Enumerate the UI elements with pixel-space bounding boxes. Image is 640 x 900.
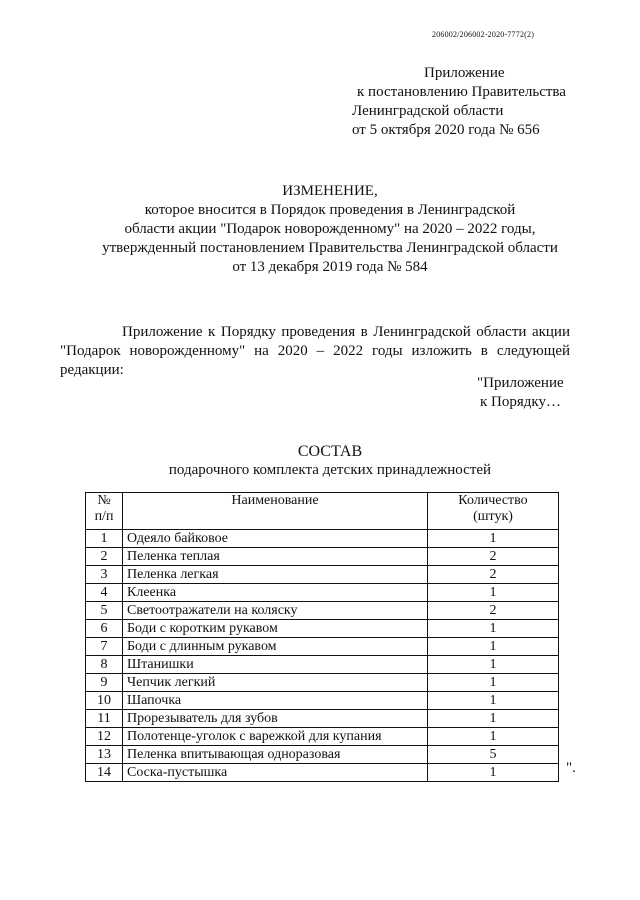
row-number: 11 (86, 710, 123, 728)
heading-line: утвержденный постановлением Правительства Ленинградской области (102, 240, 558, 256)
row-name: Боди с коротким рукавом (123, 620, 428, 638)
header-quantity (428, 493, 559, 530)
row-name: Боди с длинным рукавом (123, 638, 428, 656)
row-name: Пеленка теплая (123, 548, 428, 566)
header-number-line2: п/п (94, 509, 114, 524)
row-name: Полотенце-уголок с варежкой для купания (123, 728, 428, 746)
row-name: Светоотражатели на коляску (123, 602, 428, 620)
row-number: 9 (86, 674, 123, 692)
heading-line: которое вносится в Порядок проведения в Ленинградской (144, 202, 516, 218)
table-row (86, 710, 559, 728)
row-number: 12 (86, 728, 123, 746)
row-number: 4 (86, 584, 123, 602)
row-name: Клеенка (123, 584, 428, 602)
row-name: Шапочка (123, 692, 428, 710)
row-name: Прорезыватель для зубов (123, 710, 428, 728)
row-number: 10 (86, 692, 123, 710)
row-name: Пеленка впитывающая одноразовая (123, 746, 428, 764)
composition-heading (60, 442, 600, 480)
closing-quote-mark: ". (566, 760, 576, 776)
quote-line: к Порядку… (480, 394, 561, 410)
row-number: 1 (86, 530, 123, 548)
composition-title: СОСТАВ (297, 443, 363, 460)
table-header-row (86, 493, 559, 530)
table-row (86, 674, 559, 692)
row-number: 8 (86, 656, 123, 674)
row-quantity: 1 (428, 656, 559, 674)
table-row (86, 620, 559, 638)
table-row (86, 584, 559, 602)
table-row (86, 746, 559, 764)
table-row (86, 548, 559, 566)
document-number: 206002/206002-2020-7772(2) (432, 30, 535, 39)
row-name: Чепчик легкий (123, 674, 428, 692)
approval-line: Ленинградской области (352, 103, 504, 119)
table-row (86, 638, 559, 656)
table-row (86, 566, 559, 584)
table-row (86, 656, 559, 674)
table-row (86, 530, 559, 548)
row-number: 13 (86, 746, 123, 764)
row-number: 5 (86, 602, 123, 620)
row-quantity: 1 (428, 674, 559, 692)
header-quantity-line2: (штук) (473, 509, 513, 524)
row-quantity: 1 (428, 638, 559, 656)
row-quantity: 1 (428, 620, 559, 638)
row-number: 3 (86, 566, 123, 584)
row-number: 2 (86, 548, 123, 566)
table-row (86, 692, 559, 710)
document-heading (60, 182, 600, 277)
row-name: Штанишки (123, 656, 428, 674)
heading-line: от 13 декабря 2019 года № 584 (232, 259, 428, 275)
row-quantity: 2 (428, 566, 559, 584)
header-name-text: Наименование (231, 493, 319, 508)
approval-line: от 5 октября 2020 года № 656 (352, 122, 540, 138)
items-table (85, 492, 559, 782)
header-number-line1: № (97, 493, 111, 508)
approval-line: к постановлению Правительства (357, 84, 566, 100)
row-quantity: 5 (428, 746, 559, 764)
row-quantity: 2 (428, 602, 559, 620)
table-row (86, 764, 559, 782)
heading-title: ИЗМЕНЕНИЕ, (282, 183, 378, 199)
row-number: 14 (86, 764, 123, 782)
row-quantity: 1 (428, 692, 559, 710)
header-number (86, 493, 123, 530)
row-quantity: 1 (428, 584, 559, 602)
approval-line: Приложение (424, 65, 505, 81)
row-quantity: 1 (428, 710, 559, 728)
row-number: 7 (86, 638, 123, 656)
row-number: 6 (86, 620, 123, 638)
row-name: Одеяло байковое (123, 530, 428, 548)
row-quantity: 1 (428, 764, 559, 782)
row-name: Пеленка легкая (123, 566, 428, 584)
approval-block (352, 64, 566, 140)
header-quantity-line1: Количество (458, 493, 528, 508)
row-name: Соска-пустышка (123, 764, 428, 782)
row-quantity: 2 (428, 548, 559, 566)
quote-line: "Приложение (477, 375, 564, 391)
row-quantity: 1 (428, 728, 559, 746)
heading-line: области акции "Подарок новорожденному" на 2020 – 2022 годы, (124, 221, 536, 237)
quote-block (477, 374, 564, 412)
header-name (123, 493, 428, 530)
composition-subtitle: подарочного комплекта детских принадлежностей (168, 462, 492, 478)
row-quantity: 1 (428, 530, 559, 548)
body-paragraph: Приложение к Порядку проведения в Ленинградской области акции "Подарок новорожденному" на 2020 – 2022 годы изложить в следующей редакции: (60, 324, 570, 378)
table-row (86, 728, 559, 746)
table-row (86, 602, 559, 620)
table-body (86, 530, 559, 782)
